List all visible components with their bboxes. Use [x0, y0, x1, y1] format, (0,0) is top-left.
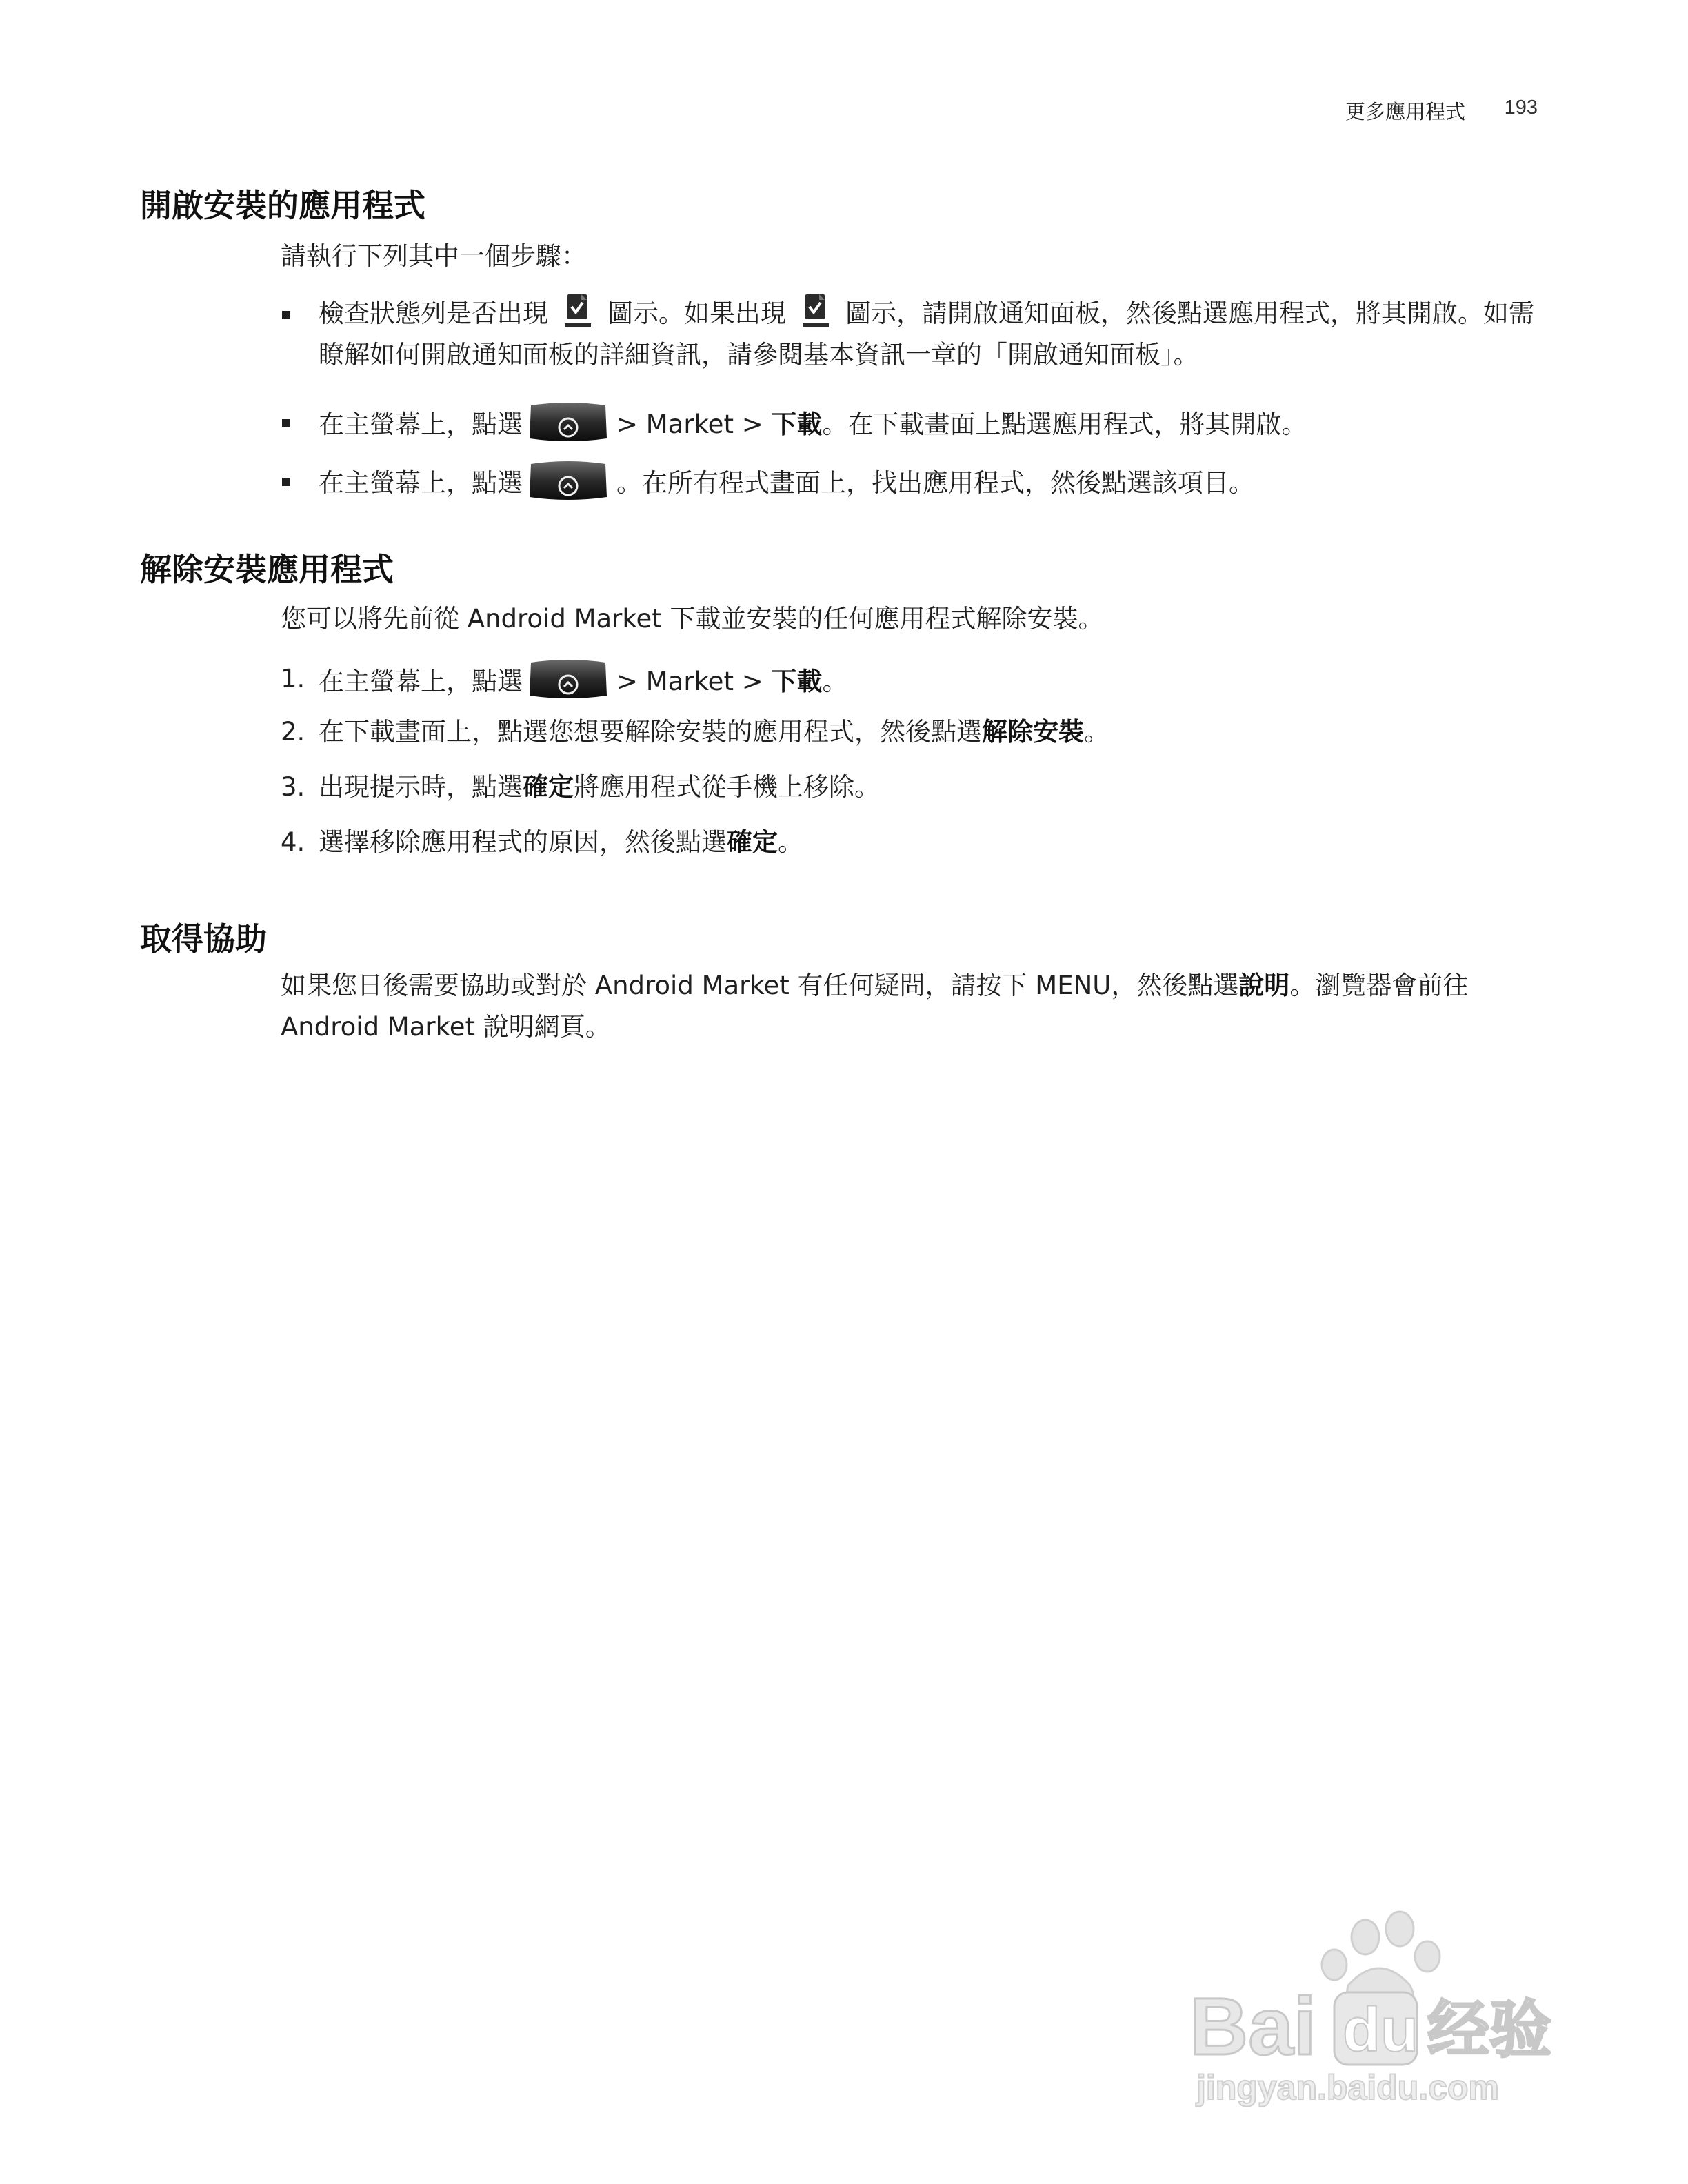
baidu-watermark-logo: [1183, 1910, 1582, 2110]
bullet2-text-a: 在主螢幕上，點選: [319, 410, 523, 439]
all-apps-button-icon: [527, 658, 610, 700]
heading-uninstall-apps: 解除安裝應用程式: [140, 551, 394, 588]
svg-text:jingyan.baidu.com: jingyan.baidu.com: [1196, 2068, 1499, 2107]
bullet3-text-a: 在主螢幕上，點選: [319, 468, 523, 498]
step1-text-b: > Market >: [616, 667, 763, 696]
list-item: [281, 822, 1536, 863]
step4-bold-ok: 確定: [727, 827, 778, 857]
help-text-b: 。瀏覽器會前往 Android Market 說明網頁。: [281, 971, 1469, 1042]
list-item: [281, 658, 1536, 702]
step2-text-a: 在下載畫面上，點選您想要解除安裝的應用程式，然後點選: [319, 717, 982, 747]
svg-text:经验: 经验: [1427, 1994, 1551, 2066]
step4-text-a: 選擇移除應用程式的原因，然後點選: [319, 827, 727, 857]
help-paragraph: [281, 965, 1536, 1048]
step1-text-c: 。: [822, 667, 848, 696]
bullet3-text-b: 。在所有程式畫面上，找出應用程式，然後點選該項目。: [616, 468, 1254, 498]
help-text-a: 如果您日後需要協助或對於 Android Market 有任何疑問，請按下 MENU，然後點選: [281, 971, 1239, 1000]
all-apps-button-icon: [527, 460, 610, 501]
heading-get-help: 取得協助: [140, 920, 267, 958]
step-number: 4.: [281, 827, 305, 857]
step3-text-b: 將應用程式從手機上移除。: [574, 772, 880, 802]
help-bold-help: 說明: [1238, 971, 1290, 1000]
section2-intro: 您可以將先前從 Android Market 下載並安裝的任何應用程式解除安裝。: [281, 604, 1104, 634]
all-apps-button-icon: [527, 401, 610, 443]
step1-text-a: 在主螢幕上，點選: [319, 667, 523, 696]
download-complete-icon: [801, 293, 830, 329]
step2-text-b: 。: [1084, 717, 1109, 747]
header-section-title: 更多應用程式: [1345, 100, 1465, 123]
list-item: [281, 293, 1536, 376]
step-number: 1.: [281, 664, 305, 694]
step-number: 2.: [281, 717, 305, 747]
bullet1-text-b: 圖示。如果出現: [607, 299, 786, 328]
svg-text:Bai: Bai: [1189, 1981, 1316, 2072]
bullet1-text-a: 檢查狀態列是否出現: [319, 299, 548, 328]
step3-bold-ok: 確定: [523, 772, 574, 802]
list-item: [281, 767, 1536, 808]
step3-text-a: 出現提示時，點選: [319, 772, 523, 802]
step1-bold-download: 下載: [771, 667, 823, 696]
bullet2-text-b: > Market >: [616, 410, 763, 439]
step4-text-b: 。: [778, 827, 803, 857]
bullet2-text-c: 。在下載畫面上點選應用程式，將其開啟。: [822, 410, 1307, 439]
heading-open-installed-apps: 開啟安裝的應用程式: [140, 187, 425, 224]
list-item: [281, 460, 1536, 504]
step2-bold-uninstall: 解除安裝: [982, 717, 1084, 747]
download-complete-icon: [563, 293, 592, 329]
step-number: 3.: [281, 772, 305, 802]
bullet1-text-c: 圖示，請開啟通知面板，然後點選應用程式，將其開啟。如需瞭解如何開啟通知面板的詳細資訊，請參閱基本資訊一章的「開啟通知面板」。: [319, 299, 1534, 370]
section1-intro: 請執行下列其中一個步驟：: [281, 241, 587, 271]
svg-text:du: du: [1343, 1996, 1418, 2065]
list-item: [281, 401, 1536, 445]
bullet2-bold-download: 下載: [771, 410, 823, 439]
list-item: [281, 711, 1536, 753]
page-number: 193: [1504, 97, 1538, 119]
page-header: [1310, 97, 1538, 124]
